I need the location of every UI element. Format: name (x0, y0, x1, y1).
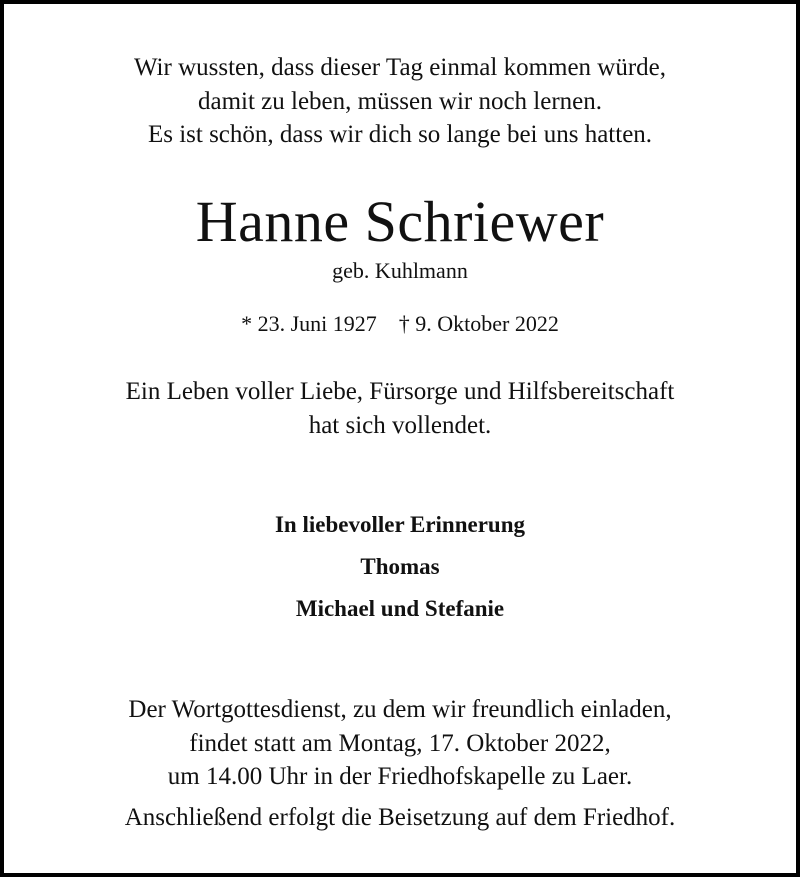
service-line-3: um 14.00 Uhr in der Friedhofskapelle zu Laer. (167, 763, 633, 790)
birth-date: * 23. Juni 1927 (241, 311, 377, 336)
poem-line-1: Wir wussten, dass dieser Tag einmal kommen würde, (133, 54, 667, 81)
poem-line-2: damit zu leben, müssen wir noch lernen. (197, 88, 603, 115)
life-dates (4, 311, 796, 337)
service-line-1: Der Wortgottesdienst, zu dem wir freundlich einladen, (128, 696, 672, 723)
tribute-line-2: hat sich vollendet. (308, 412, 492, 439)
service-line-4: Anschließend erfolgt die Beisetzung auf dem Friedhof. (124, 804, 676, 831)
deceased-name: Hanne Schriewer (195, 189, 605, 254)
mourner-name-1: Thomas (360, 554, 440, 579)
death-date: † 9. Oktober 2022 (398, 311, 559, 336)
maiden-name: geb. Kuhlmann (332, 258, 468, 283)
mourners-heading: In liebevoller Erinnerung (274, 512, 526, 537)
service-line-2: findet statt am Montag, 17. Oktober 2022, (189, 730, 611, 757)
mourner-name-2: Michael und Stefanie (295, 596, 505, 621)
tribute-line-1: Ein Leben voller Liebe, Fürsorge und Hilfsbereitschaft (125, 378, 675, 405)
poem-line-3: Es ist schön, dass wir dich so lange bei uns hatten. (147, 121, 653, 148)
